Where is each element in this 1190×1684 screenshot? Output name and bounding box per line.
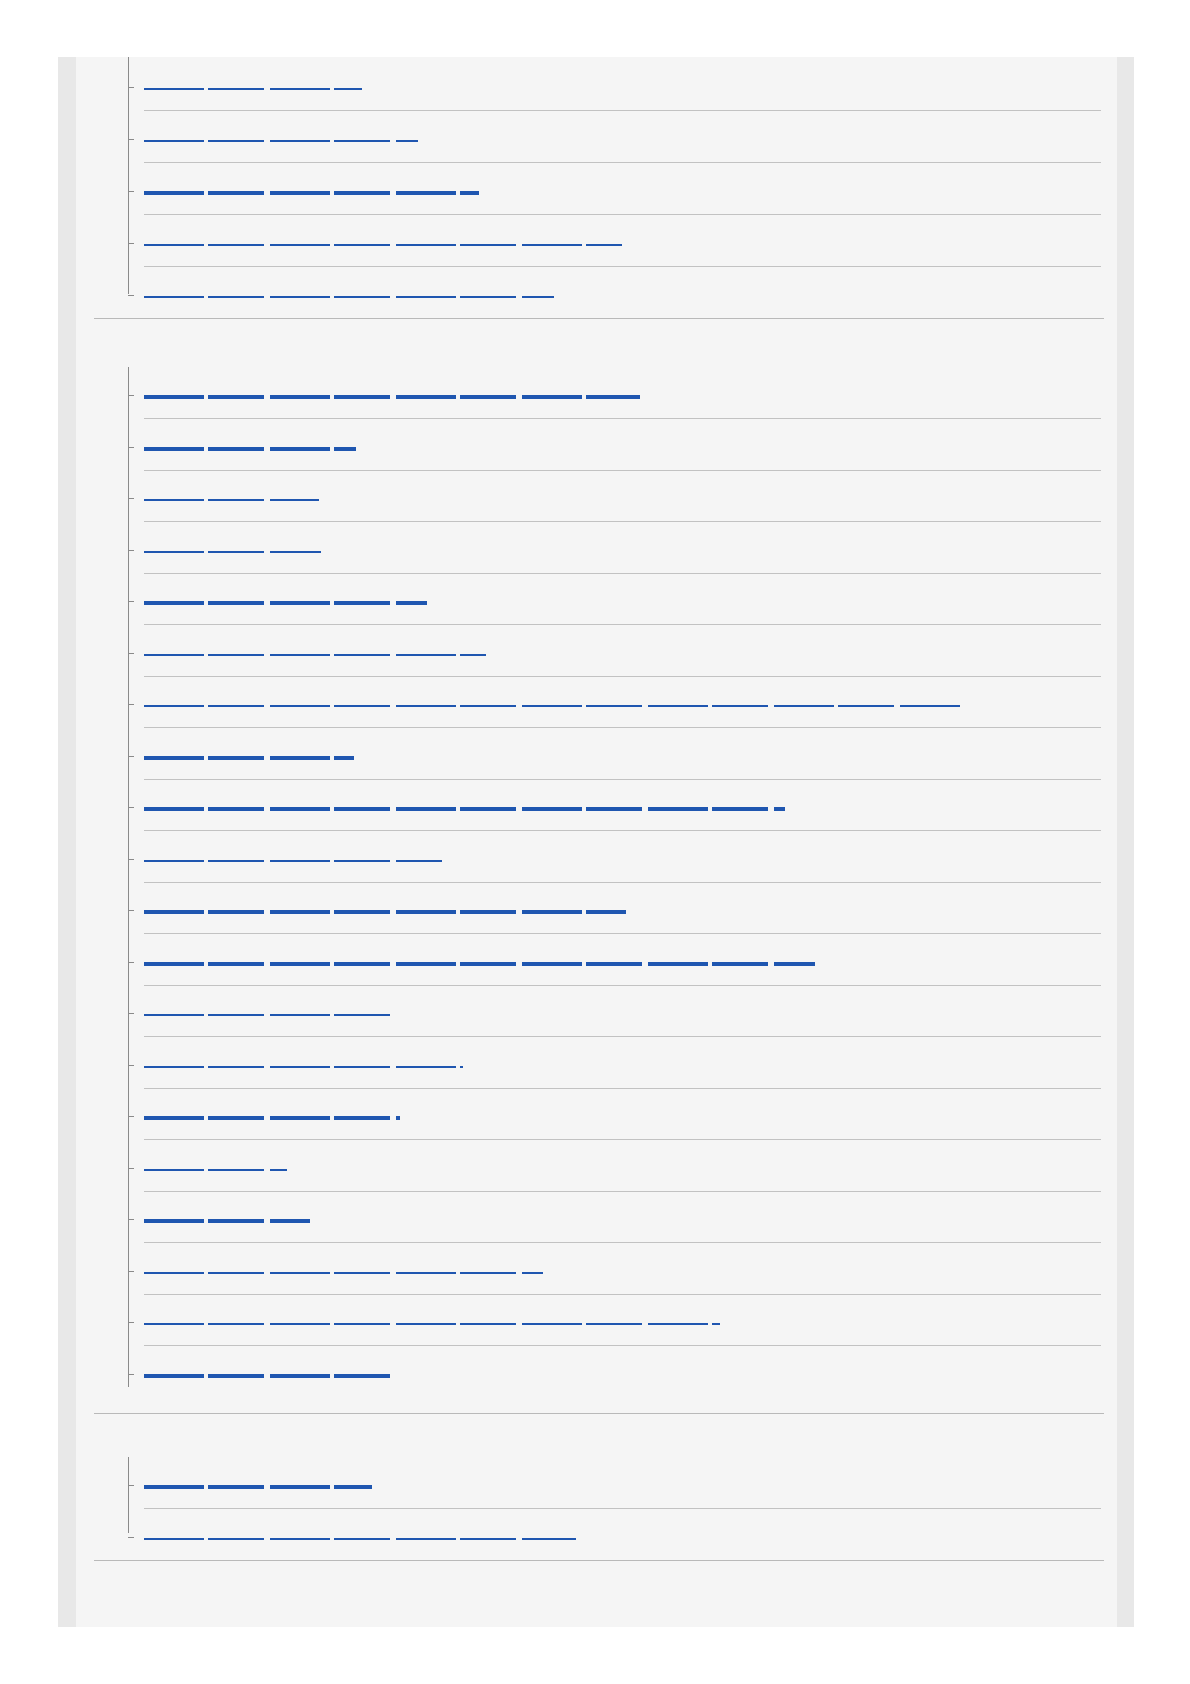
toc-link[interactable]	[144, 1055, 463, 1069]
toc-item[interactable]	[128, 1457, 1101, 1509]
tree-branch	[128, 243, 134, 244]
toc-link[interactable]	[144, 285, 554, 299]
toc-link[interactable]	[144, 77, 362, 91]
toc-link[interactable]	[144, 129, 418, 143]
toc-item[interactable]	[128, 625, 1101, 677]
toc-link[interactable]	[144, 1106, 400, 1120]
tree-branch	[128, 807, 134, 808]
tree-branch	[128, 704, 134, 705]
toc-link[interactable]	[144, 181, 479, 195]
toc-item[interactable]	[128, 1037, 1101, 1089]
toc-link[interactable]	[144, 952, 815, 966]
toc-item[interactable]	[128, 1294, 1101, 1346]
toc-group-1	[76, 57, 1117, 319]
toc-link[interactable]	[144, 694, 964, 708]
toc-link[interactable]	[144, 1475, 372, 1489]
tree-branch	[128, 1271, 134, 1272]
toc-link[interactable]	[144, 540, 321, 554]
section-divider	[94, 318, 1104, 319]
toc-item[interactable]	[128, 1191, 1101, 1243]
tree-branch	[128, 447, 134, 448]
toc-link[interactable]	[144, 797, 785, 811]
toc-link[interactable]	[144, 385, 640, 399]
toc-link[interactable]	[144, 488, 319, 502]
tree-branch	[128, 1065, 134, 1066]
toc-link[interactable]	[144, 1261, 543, 1275]
tree-branch	[128, 1219, 134, 1220]
toc-group-2	[76, 367, 1117, 1467]
toc-item[interactable]	[128, 367, 1101, 419]
tree-branch	[128, 756, 134, 757]
tree-branch	[128, 962, 134, 963]
tree-branch	[128, 550, 134, 551]
toc-link[interactable]	[144, 900, 626, 914]
toc-item[interactable]	[128, 985, 1101, 1037]
section-divider	[94, 1560, 1104, 1561]
toc-item[interactable]	[128, 831, 1101, 883]
tree-branch	[128, 498, 134, 499]
toc-link[interactable]	[144, 849, 442, 863]
toc-link[interactable]	[144, 1364, 396, 1378]
tree-branch	[128, 653, 134, 654]
toc-link[interactable]	[144, 1209, 310, 1223]
toc-link[interactable]	[144, 1527, 576, 1541]
content-panel	[76, 57, 1117, 1627]
toc-item[interactable]	[128, 1346, 1101, 1398]
tree-branch	[128, 1485, 134, 1486]
tree-branch	[128, 87, 134, 88]
toc-item[interactable]	[128, 111, 1101, 163]
toc-item[interactable]	[128, 1243, 1101, 1295]
toc-link[interactable]	[144, 437, 356, 451]
tree-branch	[128, 1013, 134, 1014]
tree-branch	[128, 1168, 134, 1169]
toc-link[interactable]	[144, 591, 427, 605]
toc-item[interactable]	[128, 882, 1101, 934]
toc-item[interactable]	[128, 1088, 1101, 1140]
toc-item[interactable]	[128, 419, 1101, 471]
tree-branch	[128, 601, 134, 602]
toc-item[interactable]	[128, 676, 1101, 728]
toc-link[interactable]	[144, 233, 622, 247]
tree-branch	[128, 1537, 134, 1538]
toc-item[interactable]	[128, 779, 1101, 831]
tree-branch	[128, 395, 134, 396]
toc-item[interactable]	[128, 522, 1101, 574]
tree-branch	[128, 1116, 134, 1117]
tree-branch	[128, 1322, 134, 1323]
tree-branch	[128, 139, 134, 140]
tree-branch	[128, 191, 134, 192]
tree-branch	[128, 910, 134, 911]
tree-branch	[128, 295, 134, 296]
toc-link[interactable]	[144, 1312, 720, 1326]
toc-group-3	[76, 1457, 1117, 1627]
toc-item[interactable]	[128, 1140, 1101, 1192]
tree-branch	[128, 1374, 134, 1375]
toc-item[interactable]	[128, 59, 1101, 111]
toc-item[interactable]	[128, 934, 1101, 986]
toc-item[interactable]	[128, 267, 1101, 319]
toc-item[interactable]	[128, 163, 1101, 215]
toc-item[interactable]	[128, 573, 1101, 625]
toc-item[interactable]	[128, 470, 1101, 522]
section-divider	[94, 1413, 1104, 1414]
toc-item[interactable]	[128, 1509, 1101, 1561]
toc-link[interactable]	[144, 746, 354, 760]
toc-item[interactable]	[128, 215, 1101, 267]
tree-branch	[128, 859, 134, 860]
toc-link[interactable]	[144, 1003, 393, 1017]
toc-link[interactable]	[144, 643, 486, 657]
toc-link[interactable]	[144, 1158, 287, 1172]
toc-item[interactable]	[128, 728, 1101, 780]
